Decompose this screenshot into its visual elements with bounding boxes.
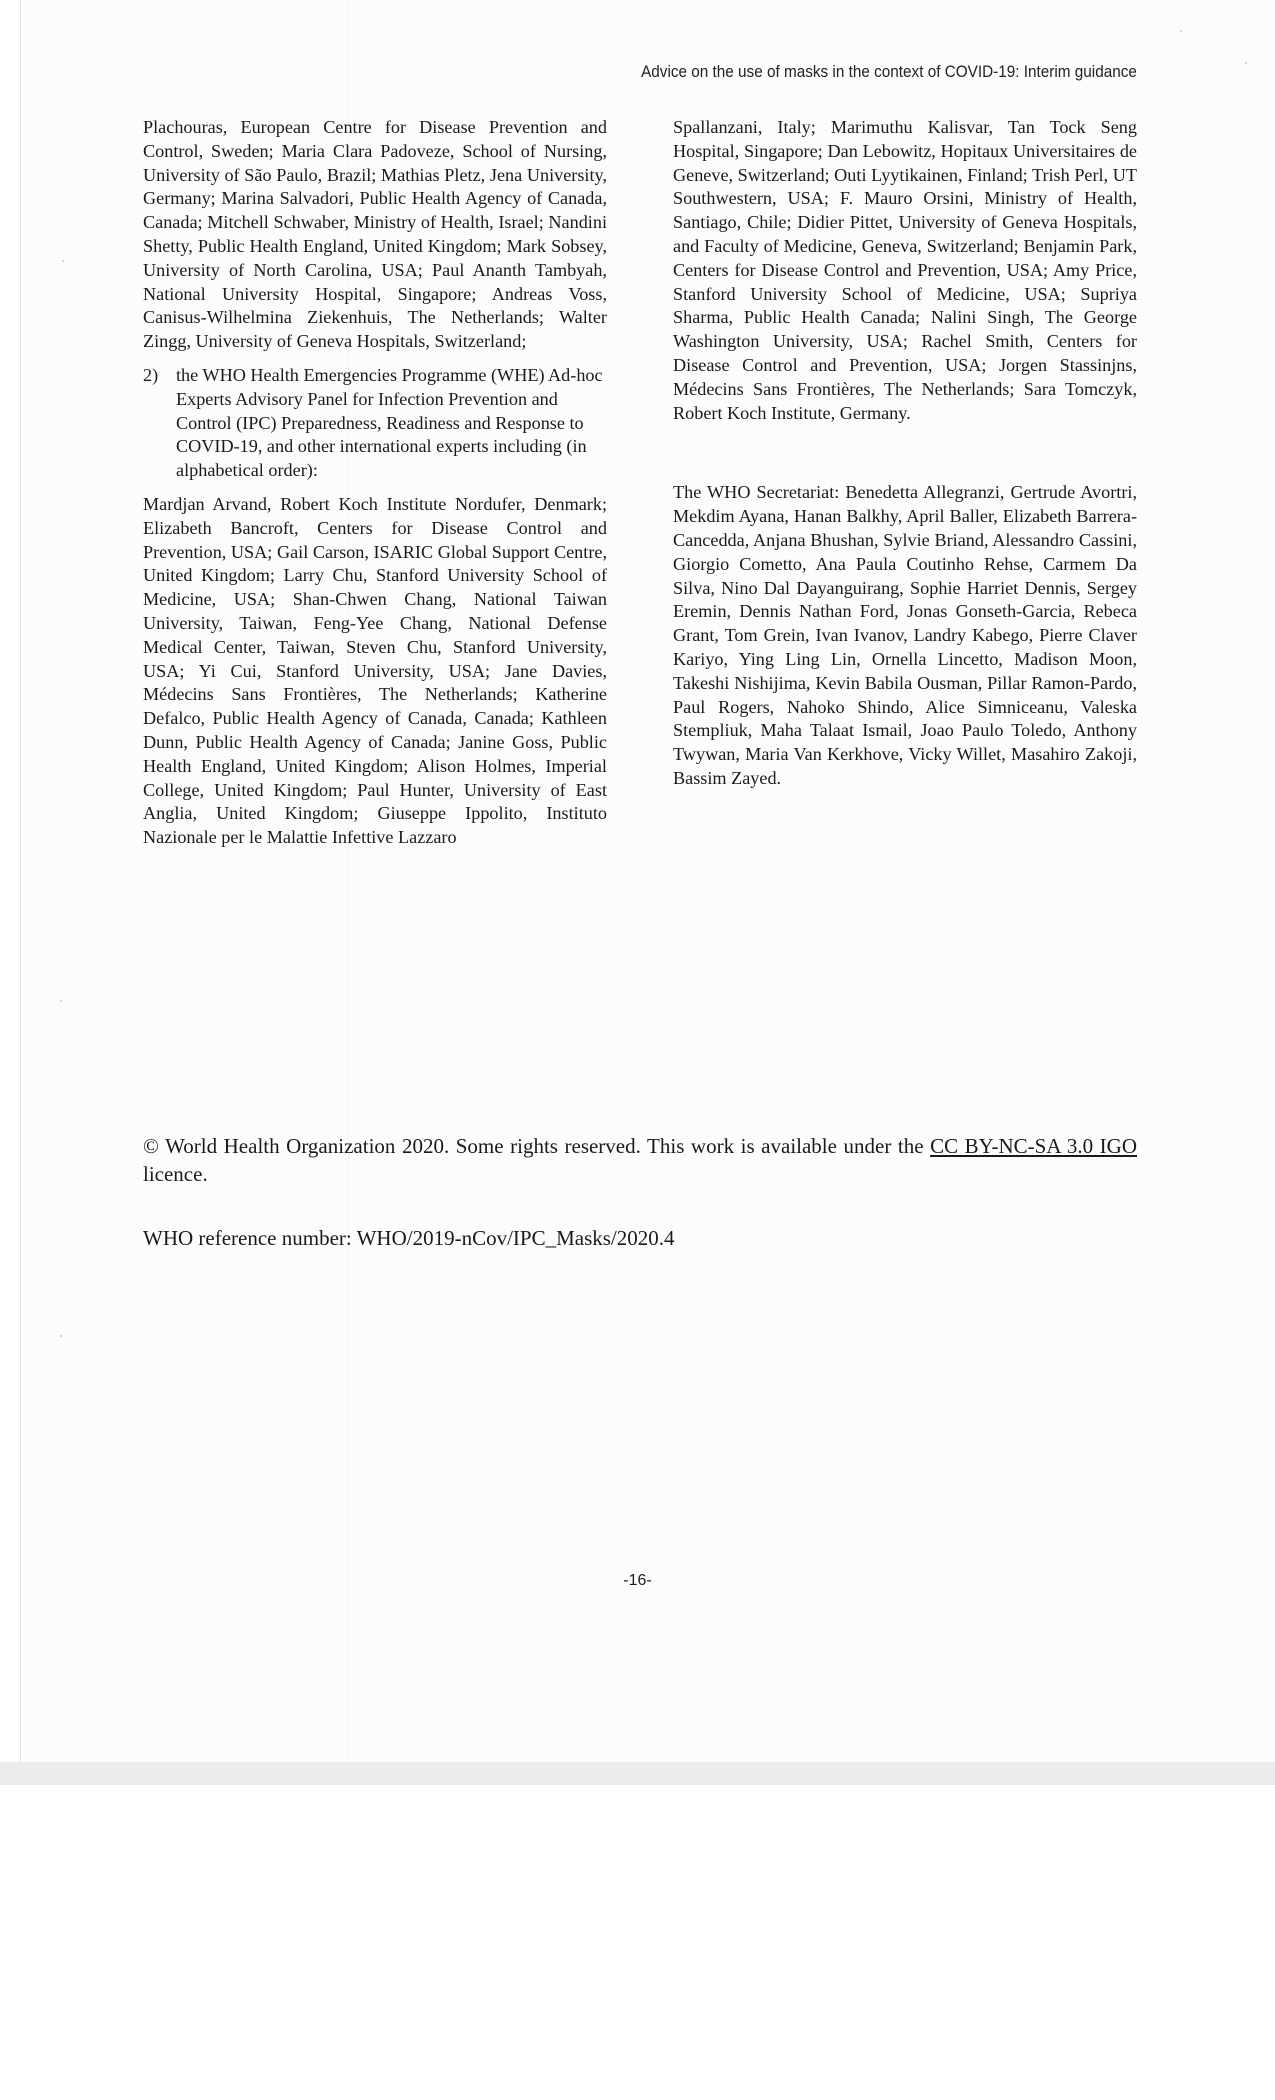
scan-speck — [1180, 30, 1182, 32]
right-column — [673, 116, 1137, 791]
running-header: Advice on the use of masks in the context of COVID-19: Interim guidance — [641, 62, 1137, 81]
copyright-notice — [143, 1132, 1137, 1188]
scan-speck — [60, 1000, 62, 1002]
experts-paragraph: Mardjan Arvand, Robert Koch Institute Nordufer, Denmark; Elizabeth Bancroft, Centers for Disease Control and Prevention, USA; Gail Carson, ISARIC Global Support Centre, United Kingdom; Larry Chu, Stanford University School of Medicine, USA; Shan-Chwen Chang, National Taiwan University, Taiwan, Feng-Yee Chang, National Defense Medical Center, Taiwan, Steven Chu, Stanford University, USA; Yi Cui, Stanford University, USA; Jane Davies, Médecins Sans Frontières, The Netherlands; Katherine Defalco, Public Health Agency of Canada, Canada; Kathleen Dunn, Public Health Agency of Canada; Janine Goss, Public Health England, United Kingdom; Alison Holmes, Imperial College, United Kingdom; Paul Hunter, University of East Anglia, United Kingdom; Giuseppe Ippolito, Instituto Nazionale per le Malattie Infettive Lazzaro — [143, 493, 607, 848]
list-item-number: 2) — [143, 364, 159, 385]
experts-continued-paragraph: Spallanzani, Italy; Marimuthu Kalisvar, Tan Tock Seng Hospital, Singapore; Dan Lebowitz, Hopitaux Universitaires de Geneve, Switzerland; Outi Lyytikainen, Finland; Trish Perl, UT Southwestern, USA; F. Mauro Orsini, Ministry of Health, Santiago, Chile; Didier Pittet, University of Geneva Hospitals, and Faculty of Medicine, Geneva, Switzerland; Benjamin Park, Centers for Disease Control and Prevention, USA; Amy Price, Stanford University School of Medicine, USA; Supriya Sharma, Public Health Canada; Nalini Singh, The George Washington University, USA; Rachel Smith, Centers for Disease Control and Prevention, USA; Jorgen Stassinjns, Médecins Sans Frontières, The Netherlands; Sara Tomczyk, Robert Koch Institute, Germany. — [673, 117, 1137, 423]
scan-bottom-edge — [0, 1762, 1275, 1785]
copyright-text: © World Health Organization 2020. Some rights reserved. This work is available under the — [143, 1134, 931, 1158]
page-number: -16- — [623, 1572, 652, 1589]
left-column — [143, 116, 607, 850]
contributors-paragraph: Plachouras, European Centre for Disease Prevention and Control, Sweden; Maria Clara Padoveze, School of Nursing, University of São Paulo, Brazil; Mathias Pletz, Jena University, Germany; Marina Salvadori, Public Health Agency of Canada, Canada; Mitchell Schwaber, Ministry of Health, Israel; Nandini Shetty, Public Health England, United Kingdom; Mark Sobsey, University of North Carolina, USA; Paul Ananth Tambyah, National University Hospital, Singapore; Andreas Voss, Canisus-Wilhelmina Ziekenhuis, The Netherlands; Walter Zingg, University of Geneva Hospitals, Switzerland; — [143, 117, 607, 352]
secretariat-paragraph: The WHO Secretariat: Benedetta Allegranzi, Gertrude Avortri, Mekdim Ayana, Hanan Balkhy, April Baller, Elizabeth Barrera-Cancedda, Anjana Bhushan, Sylvie Briand, Alessandro Cassini, Giorgio Cometto, Ana Paula Coutinho Rehse, Carmem Da Silva, Nino Dal Dayanguirang, Sophie Harriet Dennis, Sergey Eremin, Dennis Nathan Ford, Jonas Gonseth-Garcia, Rebeca Grant, Tom Grein, Ivan Ivanov, Landry Kabego, Pierre Claver Kariyo, Ying Ling Lin, Ornella Lincetto, Madison Moon, Takeshi Nishijima, Kevin Babila Ousman, Pillar Ramon-Pardo, Paul Rogers, Nahoko Shindo, Alice Simniceanu, Valeska Stempliuk, Maha Talaat Ismail, Joao Paulo Toledo, Anthony Twywan, Maria Van Kerkhove, Vicky Willet, Masahiro Zakoji, Bassim Zayed. — [673, 482, 1137, 788]
list-item-text: the WHO Health Emergencies Programme (WHE) Ad-hoc Experts Advisory Panel for Infection Prevention and Control (IPC) Preparedness, Readiness and Response to COVID-19, and other international experts including (in alphabetical order): — [176, 364, 603, 481]
scan-speck — [60, 1335, 62, 1337]
numbered-list-item — [143, 364, 607, 483]
licence-link[interactable]: CC BY-NC-SA 3.0 IGO — [930, 1134, 1137, 1158]
scan-speck — [62, 260, 64, 262]
scan-speck — [1245, 62, 1247, 64]
copyright-suffix: licence. — [143, 1162, 208, 1186]
who-reference-number: WHO reference number: WHO/2019-nCov/IPC_Masks/2020.4 — [143, 1226, 675, 1250]
